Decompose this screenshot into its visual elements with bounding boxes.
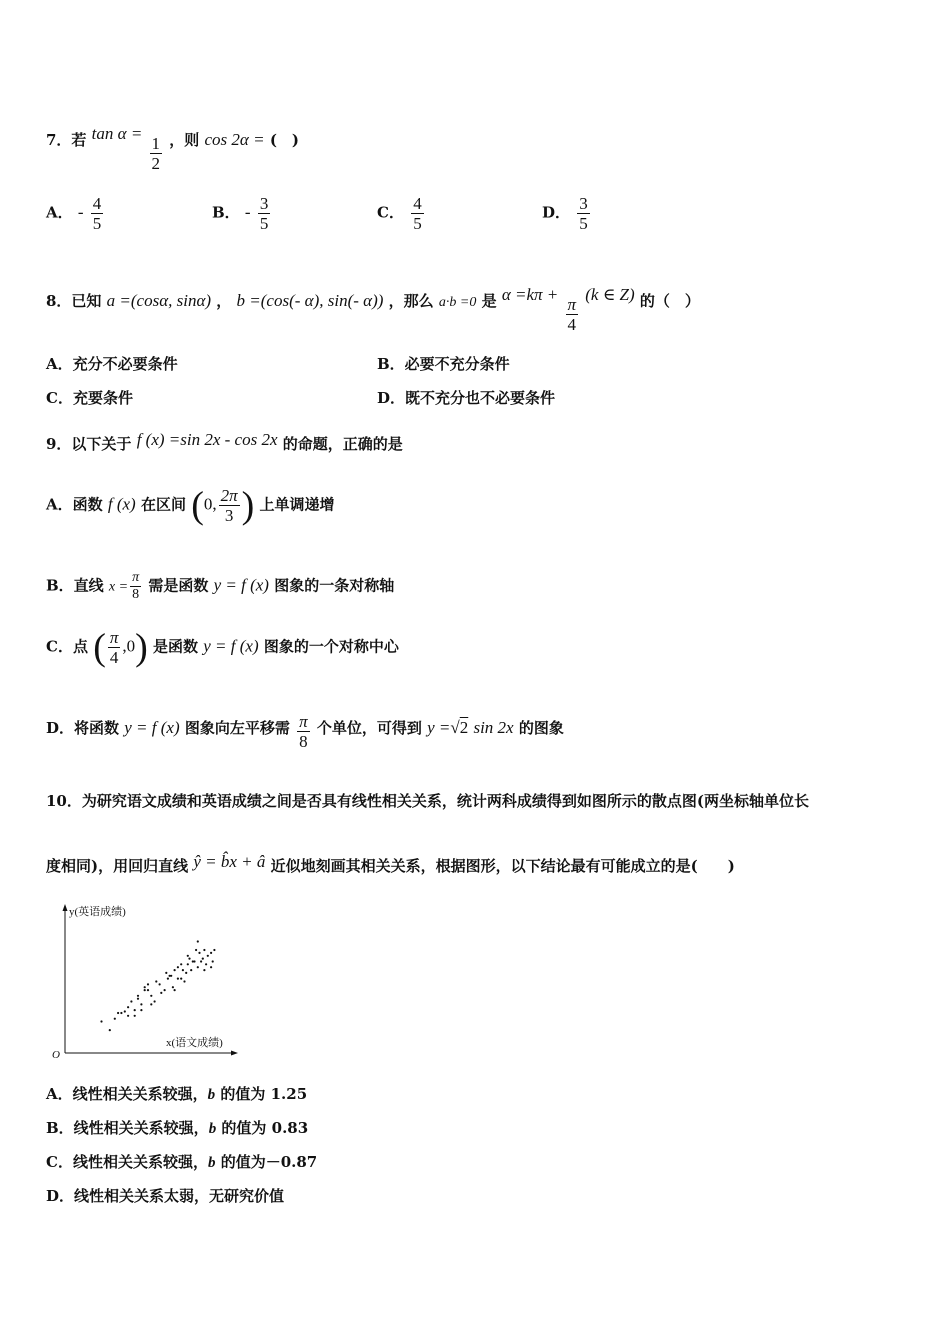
scatter-point [155, 980, 157, 982]
q8-vec-a: a =(cosα, sinα) [106, 291, 212, 310]
frac-num: π [109, 628, 119, 647]
option-den: 5 [579, 214, 588, 233]
scatter-point [180, 963, 182, 965]
option-label: B． [212, 203, 240, 222]
q8-then: ，那么 [388, 292, 434, 310]
option-tail: 上单调递增 [259, 495, 335, 514]
q8-option-c[interactable]: C．充要条件 [46, 389, 133, 407]
scatter-point [140, 1009, 142, 1011]
scatter-point [150, 995, 152, 997]
q8-alpha-fraction [566, 295, 579, 334]
option-label: A．函数 [46, 495, 103, 514]
frac-den: 8 [132, 587, 140, 602]
interval-left: 0, [203, 494, 217, 514]
option-label: A．线性相关关系较强， [46, 1085, 208, 1103]
scatter-point [160, 992, 162, 994]
option-label: C． [377, 203, 404, 222]
scatter-point [172, 986, 174, 988]
interval-fraction [219, 486, 240, 525]
scatter-point [190, 969, 192, 971]
scatter-point [203, 969, 205, 971]
option-text: 在区间 [140, 495, 186, 514]
option-tail: 的值为 0.83 [221, 1119, 309, 1137]
frac-num: 2π [220, 486, 238, 505]
scatter-point [180, 978, 182, 980]
q8-is: 是 [481, 292, 497, 310]
scatter-point [198, 952, 200, 954]
scatter-point [203, 949, 205, 951]
point-fraction [108, 628, 121, 667]
interval-close-paren: ) [241, 484, 255, 527]
scatter-point [213, 949, 215, 951]
scatter-point [150, 1003, 152, 1005]
option-b: b [208, 1121, 217, 1137]
q7-cond-lhs: tan α = [91, 124, 143, 143]
q9-option-c[interactable] [46, 628, 399, 667]
frac-num: π [299, 712, 308, 731]
option-tail: 的值为 1.25 [220, 1085, 308, 1103]
scatter-point [177, 966, 179, 968]
scatter-point [212, 960, 214, 962]
option-num: 4 [413, 194, 422, 213]
option-den: 5 [92, 214, 102, 233]
q7-paren: ( ) [269, 131, 300, 149]
q9-func: f (x) =sin 2x - cos 2x [136, 430, 278, 449]
q8-number: 8．已知 [46, 292, 102, 310]
scatter-point [144, 989, 146, 991]
scatter-point [187, 955, 189, 957]
option-label: D．线性相关关系太弱，无研究价值 [46, 1187, 285, 1205]
option-b: b [207, 1087, 216, 1103]
scatter-point [130, 1000, 132, 1002]
q8-alpha-den: 4 [567, 315, 577, 334]
q7-stem [46, 124, 299, 173]
result-rhs: sin 2x [473, 718, 514, 737]
scatter-point [134, 1015, 136, 1017]
q10-text-a: 度相同)，用回归直线 [46, 857, 189, 875]
scatter-point [127, 1006, 129, 1008]
point-open-paren: ( [93, 626, 106, 669]
q7-number: 7．若 [46, 131, 87, 149]
option-label: B．线性相关关系较强， [46, 1119, 209, 1137]
option-label: D．将函数 [46, 719, 120, 737]
scatter-point [195, 949, 197, 951]
q8-alpha-tail: (k ∈ Z) [585, 285, 635, 304]
scatter-point [124, 1010, 126, 1012]
q8-vec-b: b =(cos(- α), sin(- α)) [236, 291, 384, 310]
q8-dot: a·b =0 [438, 295, 477, 310]
scatter-point [127, 1015, 129, 1017]
q8-option-d[interactable]: D．既不充分也不必要条件 [377, 389, 556, 407]
scatter-point [187, 963, 189, 965]
frac-den: 3 [224, 506, 234, 525]
scatter-point [174, 989, 176, 991]
option-den: 5 [259, 214, 269, 233]
option-tail: 图象的一个对称中心 [263, 637, 399, 656]
q10-option-a[interactable] [46, 1084, 307, 1105]
scatter-point [147, 989, 149, 991]
scatter-point [137, 998, 139, 1000]
scatter-point [100, 1020, 102, 1022]
scatter-point [174, 969, 176, 971]
option-den: 5 [413, 214, 422, 233]
scatter-point [147, 983, 149, 985]
scatter-chart [46, 898, 246, 1066]
scatter-point [109, 1029, 111, 1031]
option-text: 是函数 [153, 637, 199, 656]
q8-sep: ， [216, 292, 232, 310]
scatter-point [114, 1018, 116, 1020]
q8-stem [46, 285, 700, 334]
q7-option-d[interactable] [542, 194, 592, 233]
q7-option-b[interactable] [212, 194, 272, 233]
q9-option-b[interactable] [46, 570, 394, 603]
q7-option-c[interactable] [377, 194, 426, 233]
option-label: A． [46, 203, 73, 222]
option-func: y = f (x) [213, 575, 269, 595]
q9-option-a[interactable] [46, 486, 335, 525]
q8-alpha-lhs: α =kπ + [501, 285, 559, 304]
option-label: B．直线 [46, 576, 104, 595]
q8-option-b[interactable]: B．必要不充分条件 [377, 355, 510, 373]
option-fraction [258, 194, 271, 233]
scatter-point [117, 1012, 119, 1014]
scatter-point [200, 960, 202, 962]
option-x: x = [108, 579, 129, 595]
scatter-point [197, 966, 199, 968]
scatter-point [210, 966, 212, 968]
scatter-point [134, 1009, 136, 1011]
x-axis-arrow [231, 1051, 238, 1056]
option-text: 需是函数 [148, 576, 209, 595]
q10-regression: ŷ = b̂x + â [193, 852, 266, 871]
q7-cond-num: 1 [151, 134, 161, 153]
frac-num: π [132, 570, 140, 585]
q9-tail: 的命题，正确的是 [282, 435, 403, 453]
q8-alpha-num: π [567, 295, 577, 314]
option-func: y = f (x) [124, 718, 180, 737]
option-num: 3 [259, 194, 269, 213]
scatter-point [205, 963, 207, 965]
point-right: ,0 [122, 636, 136, 656]
frac-den: 8 [299, 732, 308, 751]
shift-fraction [297, 712, 310, 751]
option-sign: - [77, 202, 84, 222]
result-lhs: y = [427, 718, 451, 737]
q7-expr: cos 2α = [204, 130, 265, 149]
scatter-point [120, 1012, 122, 1014]
option-tail: 图象的一条对称轴 [274, 576, 395, 595]
option-text: 图象向左平移需 [184, 719, 290, 737]
origin-label: O [52, 1049, 60, 1061]
option-num: 3 [579, 194, 588, 213]
option-label: C．线性相关关系较强， [46, 1153, 208, 1171]
point-close-paren: ) [135, 626, 148, 669]
option-b: b [207, 1155, 216, 1171]
q7-option-a[interactable] [46, 194, 105, 233]
scatter-point [207, 955, 209, 957]
frac-den: 4 [109, 648, 119, 667]
interval-open-paren: ( [191, 484, 204, 527]
q8-tail: 的（ ） [639, 292, 700, 310]
q10-option-b[interactable] [46, 1118, 308, 1139]
scatter-point [144, 986, 146, 988]
sqrt-radicand: 2 [459, 718, 469, 737]
option-tail: 的值为－0.87 [220, 1153, 318, 1171]
q7-then: ，则 [169, 131, 200, 149]
scatter-point [183, 980, 185, 982]
scatter-point [140, 1003, 142, 1005]
q8-option-a[interactable]: A．充分不必要条件 [46, 355, 178, 373]
scatter-point [137, 995, 139, 997]
scatter-point [188, 958, 190, 960]
option-fraction [91, 194, 104, 233]
q10-stem-line1: 10．为研究语文成绩和英语成绩之间是否具有线性相关关系，统计两科成绩得到如图所示的散点图(两坐标轴单位长 [46, 792, 809, 810]
scatter-point [177, 978, 179, 980]
scatter-point [197, 940, 199, 942]
option-fraction [411, 194, 424, 233]
option-sign: - [244, 202, 251, 222]
scatter-point [193, 960, 195, 962]
y-axis-arrow [63, 904, 68, 911]
scatter-point [170, 975, 172, 977]
scatter-point [154, 1000, 156, 1002]
option-label: D． [542, 203, 571, 222]
q10-stem-line2 [46, 852, 735, 876]
q10-option-c[interactable] [46, 1152, 317, 1173]
q9-stem [46, 430, 403, 454]
sqrt-sign: √ [450, 718, 460, 737]
option-fraction [130, 570, 141, 603]
q10-option-d[interactable] [46, 1186, 284, 1206]
option-func: y = f (x) [203, 636, 259, 656]
q10-text-b: 近似地刻画其相关关系，根据图形，以下结论最有可能成立的是( ) [270, 857, 735, 875]
option-tail: 的图象 [518, 719, 564, 737]
q9-number: 9．以下关于 [46, 435, 132, 453]
scatter-point [167, 978, 169, 980]
option-func: f (x) [107, 494, 136, 514]
scatter-points [100, 940, 215, 1031]
scatter-point [210, 952, 212, 954]
scatter-point [159, 983, 161, 985]
scatter-point [182, 969, 184, 971]
q7-cond-den: 2 [151, 154, 161, 173]
option-label: C．点 [46, 637, 88, 656]
y-axis-label: y(英语成绩) [69, 906, 126, 918]
scatter-point [202, 958, 204, 960]
x-axis-label: x(语文成绩) [166, 1037, 223, 1049]
scatter-point [165, 972, 167, 974]
scatter-point [164, 989, 166, 991]
scatter-point [185, 972, 187, 974]
q9-option-d[interactable] [46, 712, 564, 751]
option-num: 4 [92, 194, 102, 213]
option-fraction [577, 194, 590, 233]
q7-cond-fraction [150, 134, 163, 173]
option-text-2: 个单位，可得到 [316, 719, 422, 737]
